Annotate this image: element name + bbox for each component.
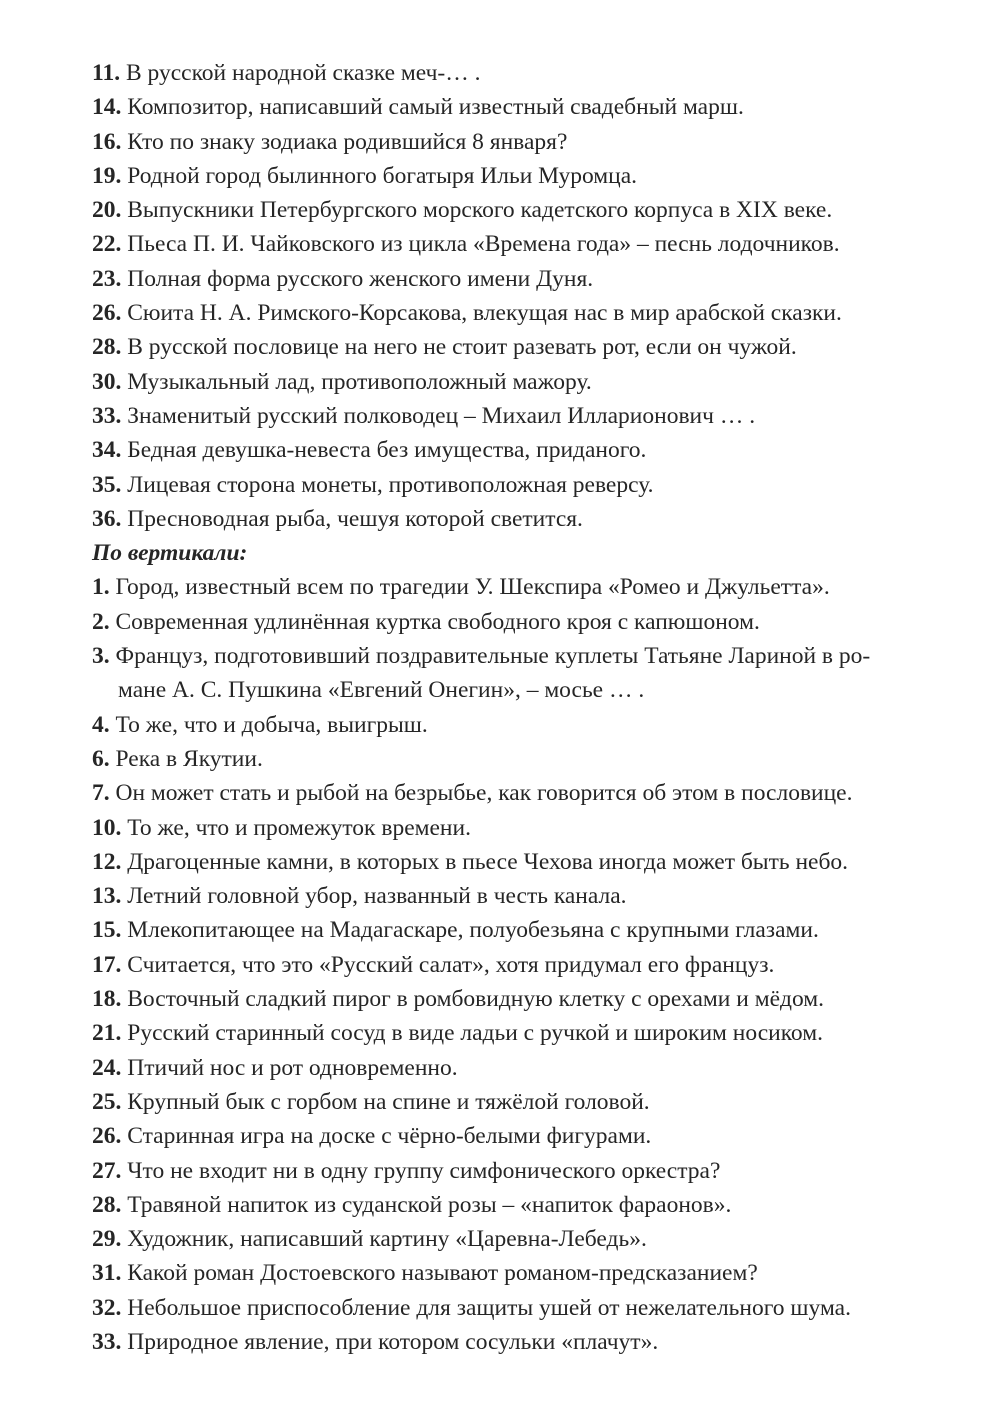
clue-number: 32.: [92, 1294, 122, 1321]
crossword-clues-page: [92, 56, 912, 1359]
clue-number: 27.: [92, 1157, 122, 1184]
clue-text-continuation: мане А. С. Пушкина «Евгений Онегин», – мосье … .: [118, 677, 645, 704]
clue-item: [92, 433, 912, 467]
clue-number: 33.: [92, 402, 122, 429]
clue-text: Лицевая сторона монеты, противоположная реверсу.: [127, 471, 654, 498]
clue-item: [92, 502, 912, 536]
clue-number: 33.: [92, 1328, 122, 1355]
clue-number: 13.: [92, 883, 122, 910]
clue-text: Птичий нос и рот одновременно.: [127, 1054, 458, 1081]
clue-item: [92, 296, 912, 330]
clue-number: 15.: [92, 917, 122, 944]
clue-number: 25.: [92, 1088, 122, 1115]
clue-item: [92, 365, 912, 399]
clue-number: 7.: [92, 780, 110, 807]
clue-item: [92, 948, 912, 982]
clue-text: Музыкальный лад, противоположный мажору.: [127, 368, 592, 395]
clue-number: 19.: [92, 162, 122, 189]
clue-number: 23.: [92, 265, 122, 292]
clue-number: 26.: [92, 1123, 122, 1150]
clue-item: [92, 845, 912, 879]
clue-item: [92, 1119, 912, 1153]
clue-item: [92, 708, 912, 742]
across-clue-list: [92, 56, 912, 536]
clue-text: В русской пословице на него не стоит разевать рот, если он чужой.: [127, 334, 797, 361]
clue-number: 16.: [92, 128, 122, 155]
clue-item: [92, 468, 912, 502]
clue-number: 22.: [92, 231, 122, 258]
clue-text: Композитор, написавший самый известный свадебный марш.: [127, 94, 744, 121]
clue-text: Художник, написавший картину «Царевна-Лебедь».: [127, 1226, 647, 1253]
clue-number: 6.: [92, 745, 110, 772]
clue-text: Старинная игра на доске с чёрно-белыми фигурами.: [127, 1123, 652, 1150]
clue-item: [92, 811, 912, 845]
clue-item: [92, 1016, 912, 1050]
clue-text: Природное явление, при котором сосульки «плачут».: [127, 1328, 659, 1355]
clue-number: 30.: [92, 368, 122, 395]
clue-text: То же, что и добыча, выигрыш.: [115, 711, 428, 738]
clue-text: Летний головной убор, названный в честь канала.: [127, 883, 627, 910]
clue-item: [92, 125, 912, 159]
clue-text: Что не входит ни в одну группу симфонического оркестра?: [127, 1157, 721, 1184]
clue-number: 10.: [92, 814, 122, 841]
clue-number: 34.: [92, 437, 122, 464]
clue-item: [92, 330, 912, 364]
clue-item: [92, 1085, 912, 1119]
clue-item: [92, 742, 912, 776]
clue-item: [92, 639, 912, 708]
clue-number: 1.: [92, 574, 110, 601]
clue-text: Какой роман Достоевского называют романом-предсказанием?: [127, 1260, 758, 1287]
clue-number: 36.: [92, 505, 122, 532]
clue-number: 14.: [92, 94, 122, 121]
clue-item: [92, 90, 912, 124]
clue-item: [92, 1256, 912, 1290]
clue-item: [92, 1325, 912, 1359]
clue-item: [92, 879, 912, 913]
clue-item: [92, 227, 912, 261]
clue-item: [92, 1154, 912, 1188]
clue-number: 2.: [92, 608, 110, 635]
clue-text: Полная форма русского женского имени Дуня.: [127, 265, 594, 292]
clue-text: Восточный сладкий пирог в ромбовидную клетку с орехами и мёдом.: [127, 986, 824, 1013]
clue-item: [92, 1291, 912, 1325]
down-heading: По вертикали:: [92, 540, 248, 567]
clue-item: [92, 159, 912, 193]
clue-text: Выпускники Петербургского морского кадетского корпуса в XIX веке.: [127, 197, 833, 224]
clue-text: Небольшое приспособление для защиты ушей от нежелательного шума.: [127, 1294, 851, 1321]
clue-item: [92, 982, 912, 1016]
clue-number: 11.: [92, 60, 121, 86]
clue-number: 17.: [92, 951, 122, 978]
clue-item: [92, 1051, 912, 1085]
clue-text: Город, известный всем по трагедии У. Шекспира «Ромео и Джульетта».: [115, 574, 830, 601]
clue-number: 24.: [92, 1054, 122, 1081]
clue-item: [92, 56, 912, 90]
clue-text: Пресноводная рыба, чешуя которой светится.: [127, 505, 583, 532]
clue-text: Сюита Н. А. Римского-Корсакова, влекущая нас в мир арабской сказки.: [127, 300, 842, 327]
clue-number: 29.: [92, 1226, 122, 1253]
clue-item: [92, 262, 912, 296]
clue-number: 4.: [92, 711, 110, 738]
clue-text: Бедная девушка-невеста без имущества, приданого.: [127, 437, 647, 464]
clue-text: Драгоценные камни, в которых в пьесе Чехова иногда может быть небо.: [127, 848, 849, 875]
clue-text: Считается, что это «Русский салат», хотя придумал его француз.: [127, 951, 775, 978]
clue-text: Он может стать и рыбой на безрыбье, как говорится об этом в пословице.: [115, 780, 853, 807]
clue-item: [92, 913, 912, 947]
clue-number: 31.: [92, 1260, 122, 1287]
clue-number: 18.: [92, 986, 122, 1013]
clue-item: [92, 399, 912, 433]
clue-item: [92, 570, 912, 604]
clue-text: Француз, подготовивший поздравительные куплеты Татьяне Лариной в ро-: [115, 643, 871, 670]
clue-text: Знаменитый русский полководец – Михаил Илларионович … .: [127, 402, 756, 429]
clue-item: [92, 193, 912, 227]
clue-item: [92, 605, 912, 639]
clue-text: В русской народной сказке меч-… .: [125, 60, 481, 86]
down-clue-list: [92, 570, 912, 1359]
clue-text: Кто по знаку зодиака родившийся 8 января?: [127, 128, 568, 155]
clue-number: 12.: [92, 848, 122, 875]
clue-number: 3.: [92, 643, 110, 670]
clue-number: 21.: [92, 1020, 122, 1047]
clue-number: 35.: [92, 471, 122, 498]
clue-item: [92, 776, 912, 810]
clue-text: Родной город былинного богатыря Ильи Муромца.: [127, 162, 638, 189]
clue-text: Травяной напиток из суданской розы – «напиток фараонов».: [127, 1191, 732, 1218]
clue-number: 26.: [92, 300, 122, 327]
clue-text: Русский старинный сосуд в виде ладьи с ручкой и широким носиком.: [127, 1020, 823, 1047]
clue-text: Река в Якутии.: [115, 745, 263, 772]
clue-item: [92, 1188, 912, 1222]
clue-number: 28.: [92, 1191, 122, 1218]
clue-text: Пьеса П. И. Чайковского из цикла «Времена года» – песнь лодочников.: [127, 231, 840, 258]
clue-number: 20.: [92, 197, 122, 224]
clue-text: То же, что и промежуток времени.: [127, 814, 471, 841]
clue-text: Крупный бык с горбом на спине и тяжёлой головой.: [127, 1088, 650, 1115]
clue-text: Современная удлинённая куртка свободного кроя с капюшоном.: [115, 608, 760, 635]
clue-item: [92, 1222, 912, 1256]
clue-text: Млекопитающее на Мадагаскаре, полуобезьяна с крупными глазами.: [127, 917, 819, 944]
clue-number: 28.: [92, 334, 122, 361]
